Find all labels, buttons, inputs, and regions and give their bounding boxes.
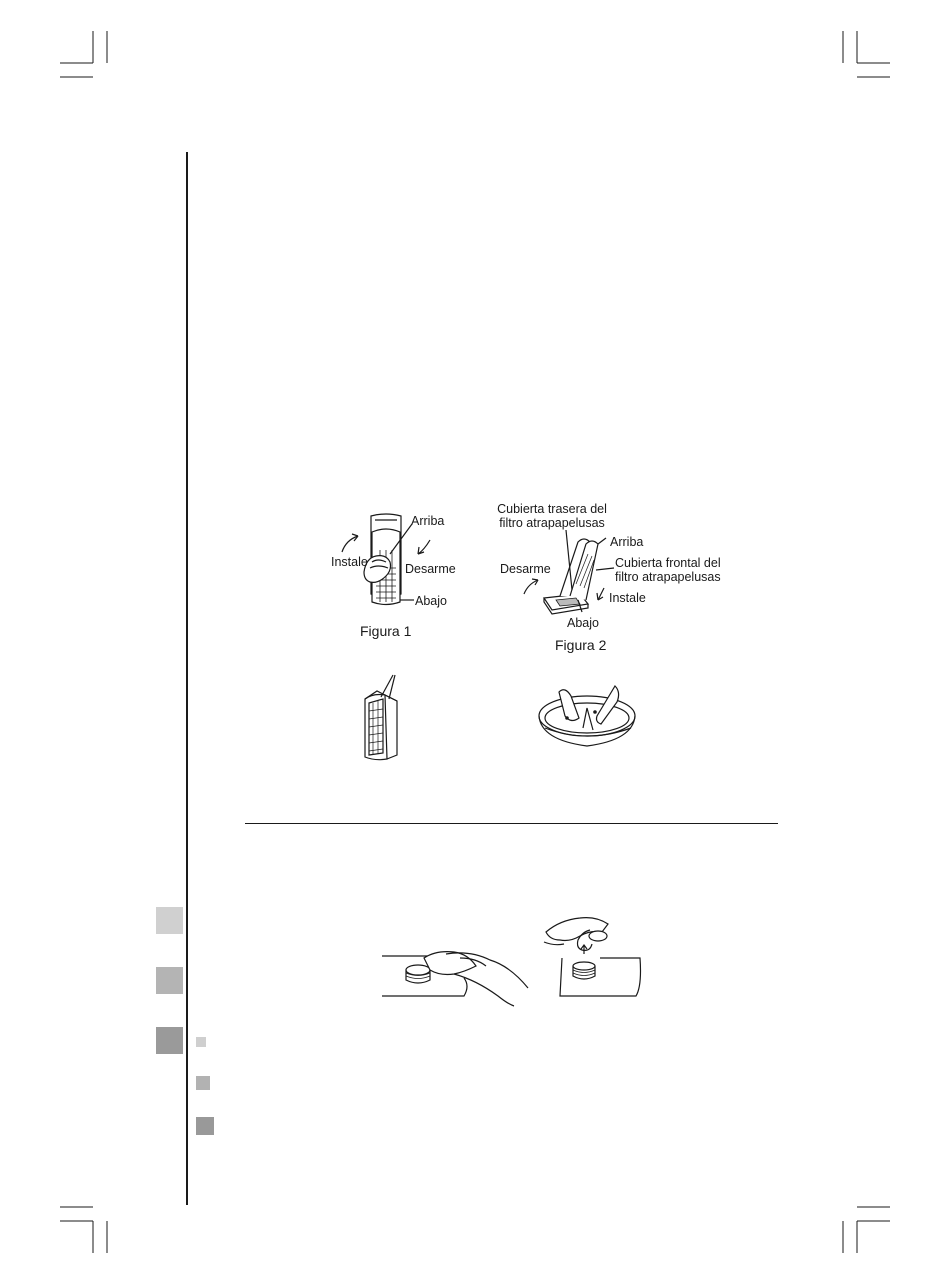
fig1-label-up: Arriba	[411, 514, 445, 528]
tab-marker-2	[156, 967, 183, 994]
fig2-label-front-cover-line2: filtro atrapapelusas	[615, 570, 721, 584]
margin-rule	[186, 152, 188, 1205]
fig1-caption: Figura 1	[360, 623, 412, 639]
fig2-label-back-cover	[497, 502, 607, 530]
fig2-label-front-cover-line1: Cubierta frontal del	[615, 556, 721, 570]
wipe-connector-illustration	[380, 940, 530, 1010]
fig2-label-install: Instale	[609, 591, 646, 605]
fig1-label-down: Abajo	[415, 594, 447, 608]
fig2-label-remove: Desarme	[500, 562, 551, 576]
fig2-label-down: Abajo	[567, 616, 599, 630]
legend-square-1	[196, 1037, 206, 1047]
tab-marker-1	[156, 907, 183, 934]
section-divider	[245, 823, 778, 824]
legend-square-3	[196, 1117, 214, 1135]
basin-washing-illustration	[535, 678, 645, 768]
legend-square-2	[196, 1076, 210, 1090]
remove-connector-illustration	[540, 910, 650, 1005]
fig2-label-back-cover-line2: filtro atrapapelusas	[499, 516, 605, 530]
fig2-caption: Figura 2	[555, 637, 607, 653]
tab-marker-3	[156, 1027, 183, 1054]
fig1-label-remove: Desarme	[405, 562, 456, 576]
fig2-label-front-cover	[615, 556, 721, 584]
fig2-label-up: Arriba	[610, 535, 644, 549]
filter-cleaning-detail-illustration	[355, 673, 425, 763]
fig1-label-install: Instale	[331, 555, 368, 569]
fig2-label-back-cover-line1: Cubierta trasera del	[497, 502, 607, 516]
